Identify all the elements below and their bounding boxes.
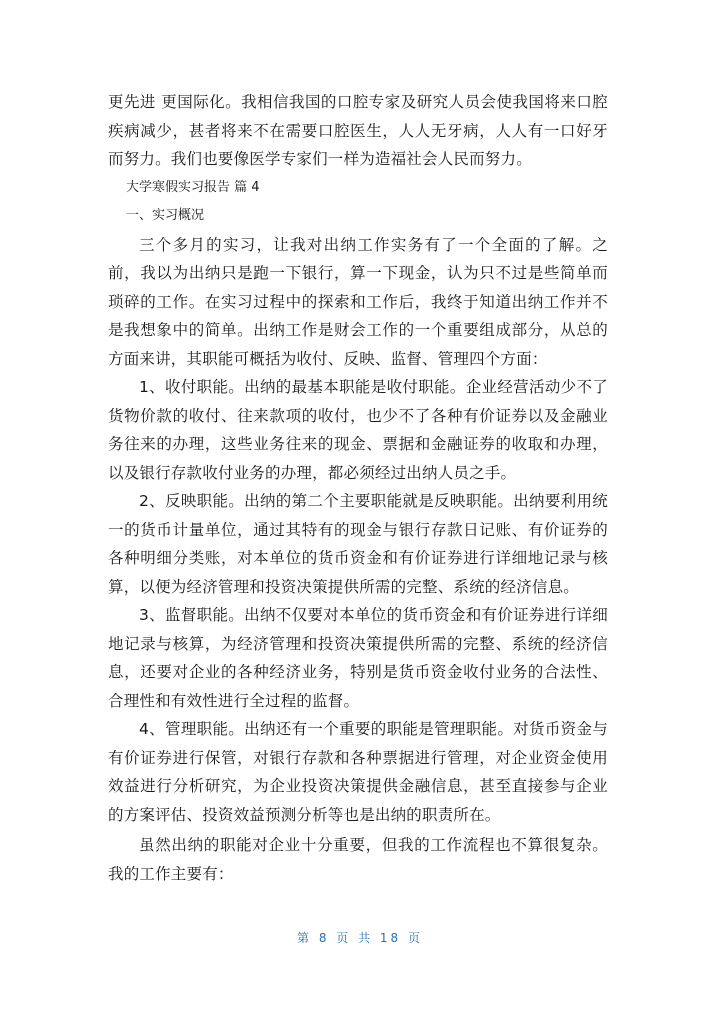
document-body [108, 88, 608, 888]
section-title: 大学寒假实习报告 篇 4 [126, 179, 260, 195]
page-footer: 第 8 页 共 18 页 [297, 931, 423, 945]
paragraph: 更先进 更国际化。我相信我国的口腔专家及研究人员会使我国将来口腔疾病减少，甚者将来不在需要口腔医生，人人无牙病，人人有一口好牙而努力。我们也要像医学专家们一样为造福社会人民而努力。 [108, 93, 608, 168]
paragraph-item: 2、反映职能。出纳的第二个主要职能就是反映职能。出纳要利用统一的货币计量单位，通过其特有的现金与银行存款日记账、有价证券的各种明细分类账，对本单位的货币资金和有价证券进行详细地记录与核算，以便为经济管理和投资决策提供所需的完整、系统的经济信息。 [108, 492, 608, 596]
paragraph-item: 4、管理职能。出纳还有一个重要的职能是管理职能。对货币资金与有价证券进行保管，对银行存款和各种票据进行管理，对企业资金使用效益进行分析研究，为企业投资决策提供金融信息，甚至直接参与企业的方案评估、投资效益预测分析等也是出纳的职责所在。 [108, 720, 608, 824]
paragraph-intro: 三个多月的实习，让我对出纳工作实务有了一个全面的了解。之前，我以为出纳只是跑一下银行，算一下现金，认为只不过是些简单而琐碎的工作。在实习过程中的探索和工作后，我终于知道出纳工作并不是我想象中的简单。出纳工作是财会工作的一个重要组成部分，从总的方面来讲，其职能可概括为收付、反映、监督、管理四个方面： [108, 235, 608, 368]
sub-title: 一、实习概况 [126, 208, 205, 223]
paragraph-item: 3、监督职能。出纳不仅要对本单位的货币资金和有价证券进行详细地记录与核算，为经济管理和投资决策提供所需的完整、系统的经济信息，还要对企业的各种经济业务，特别是货币资金收付业务的合法性、合理性和有效性进行全过程的监督。 [108, 606, 608, 710]
paragraph-closing: 虽然出纳的职能对企业十分重要，但我的工作流程也不算很复杂。我的工作主要有： [108, 836, 608, 883]
paragraph-item: 1、收付职能。出纳的最基本职能是收付职能。企业经营活动少不了货物价款的收付、往来款项的收付，也少不了各种有价证券以及金融业务往来的办理，这些业务往来的现金、票据和金融证券的收取和办理，以及银行存款收付业务的办理，都必须经过出纳人员之手。 [108, 378, 608, 482]
